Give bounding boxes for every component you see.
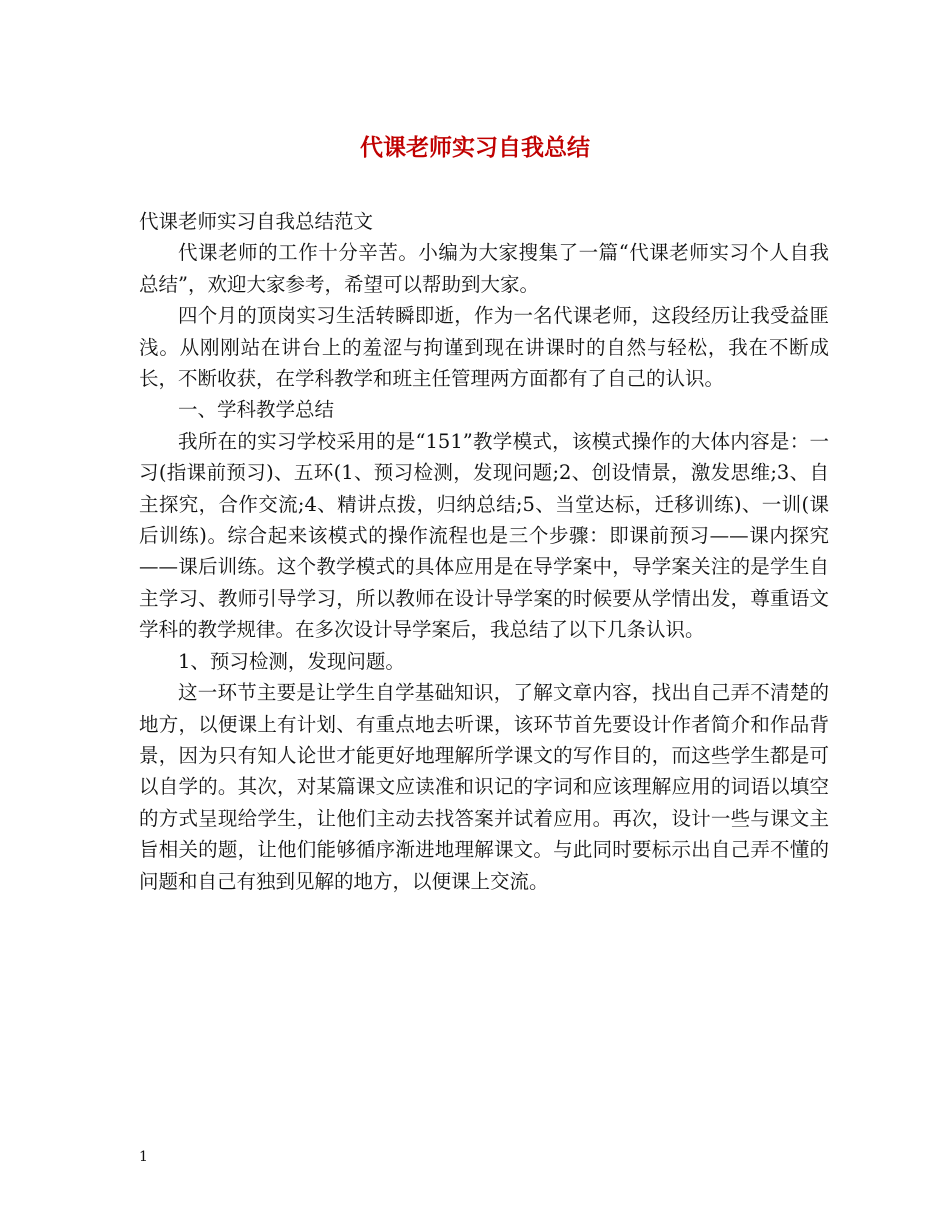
subsection-heading: 1、预习检测，发现问题。 — [178, 649, 405, 673]
subtitle-paragraph: 代课老师实习自我总结范文 — [139, 210, 374, 233]
page-title: 代课老师实习自我总结 — [360, 134, 590, 161]
preview-paragraph: 这一环节主要是让学生自学基础知识，了解文章内容，找出自己弄不清楚的地方，以便课上有计划、有重点地去听课，该环节首先要设计作者简介和作品背景，因为只有知人论世才能更好地理解所学课文的写作目的，而这些学生都是可以自学的。其次，对某篇课文应读准和识记的字词和应该理解应用的词语以填空的方式呈现给学生，让他们主动去找答案并试着应用。再次，设计一些与课文主旨相关的题，让他们能够循序渐进地理解课文。与此同时要标示出自己弄不懂的问题和自己有独到见解的地方，以便课上交流。 — [139, 681, 829, 893]
teaching-model-paragraph: 我所在的实习学校采用的是“151”教学模式，该模式操作的大体内容是：一习(指课前预习)、五环(1、预习检测，发现问题;2、创设情景，激发思维;3、自主探究，合作交流;4、精讲点拨，归纳总结;5、当堂达标，迁移训练)、一训(课后训练)。综合起来该模式的操作流程也是三个步骤：即课前预习——课内探究——课后训练。这个教学模式的具体应用是在导学案中，导学案关注的是学生自主学习、教师引导学习，所以教师在设计导学案的时候要从学情出发，尊重语文学科的教学规律。在多次设计导学案后，我总结了以下几条认识。 — [139, 429, 829, 642]
section-heading: 一、学科教学总结 — [178, 398, 335, 422]
page-number: 1 — [139, 1149, 148, 1165]
intro-paragraph: 代课老师的工作十分辛苦。小编为大家搜集了一篇“代课老师实习个人自我总结”，欢迎大家参考，希望可以帮助到大家。 — [139, 241, 829, 296]
document-body — [139, 206, 829, 897]
experience-paragraph: 四个月的顶岗实习生活转瞬即逝，作为一名代课老师，这段经历让我受益匪浅。从刚刚站在讲台上的羞涩与拘谨到现在讲课时的自然与轻松，我在不断成长，不断收获，在学科教学和班主任管理两方面都有了自己的认识。 — [139, 304, 829, 391]
